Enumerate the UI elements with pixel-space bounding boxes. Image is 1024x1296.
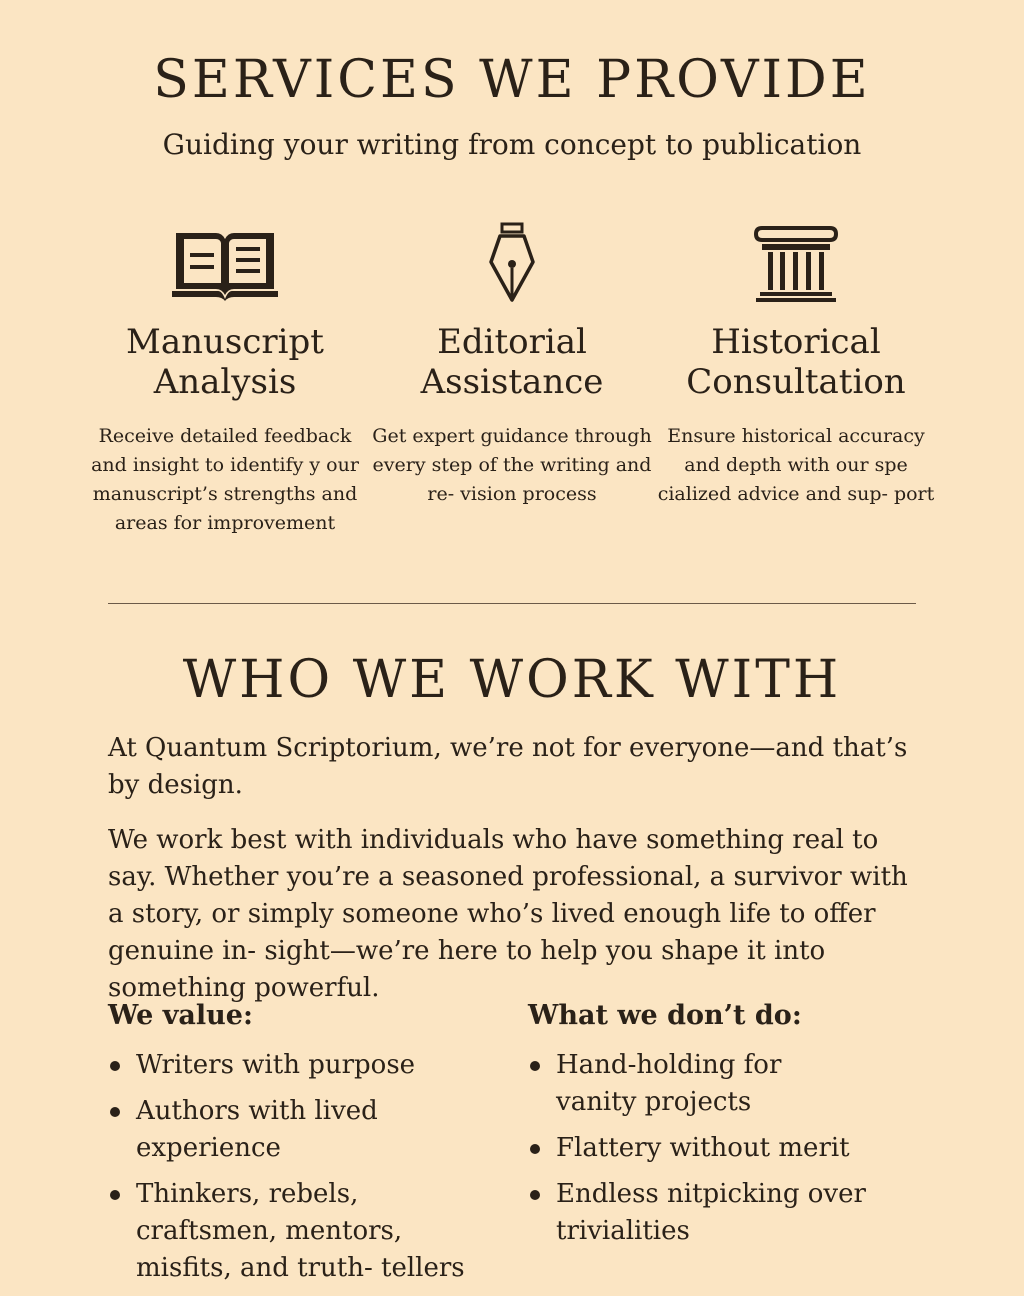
values-column (108, 1000, 513, 1296)
list-item-text: Endless nitpicking over trivialities (556, 1179, 866, 1246)
list-item-text: Flattery without merit (556, 1133, 850, 1163)
list-item (108, 1047, 513, 1084)
bullet-icon (530, 1061, 540, 1071)
section-divider (108, 603, 916, 604)
service-title (80, 322, 370, 402)
services-title: SERVICES WE PROVIDE (153, 50, 871, 110)
bullet-icon (530, 1144, 540, 1154)
service-description: Get expert guidance through every step of the writing and re- vision process (372, 425, 652, 505)
service-historical-consultation (651, 215, 941, 509)
bullet-icon (110, 1190, 120, 1200)
service-description: Ensure historical accuracy and depth with our spe cialized advice and sup- port (657, 425, 935, 505)
list-item-text: Thinkers, rebels, craftsmen, mentors, misfits, and truth- tellers (136, 1179, 465, 1283)
dont-heading: What we don’t do: (528, 1000, 802, 1031)
list-item-text: Writers with purpose (136, 1050, 416, 1080)
bullet-icon (530, 1190, 540, 1200)
service-title-line: Manuscript (126, 322, 324, 362)
service-title-line: Editorial (437, 322, 587, 362)
list-item (108, 1093, 513, 1167)
service-title (367, 322, 657, 402)
bullet-icon (110, 1061, 120, 1071)
intro-paragraph: At Quantum Scriptorium, we’re not for everyone—and that’s by design. (108, 733, 908, 800)
service-title-line: Consultation (686, 362, 906, 402)
list-item (528, 1130, 888, 1167)
list-item (528, 1176, 866, 1250)
open-book-icon (80, 215, 370, 310)
list-item (528, 1047, 866, 1121)
dont-list (528, 1047, 888, 1250)
who-title: WHO WE WORK WITH (182, 650, 842, 710)
list-item (108, 1176, 486, 1287)
service-editorial-assistance (367, 215, 657, 509)
service-description: Receive detailed feedback and insight to identify y our manuscript’s strengths and areas for improvement (91, 425, 359, 534)
description-paragraph: We work best with individuals who have something real to say. Whether you’re a seasoned professional, a survivor with a story, or simply someone who’s lived enough life to offer genuine in- sight—we’re here to help you shape it into something powerful. (108, 825, 908, 1003)
fountain-pen-icon (367, 215, 657, 310)
service-manuscript-analysis (80, 215, 370, 538)
values-list (108, 1047, 513, 1287)
bullet-icon (110, 1107, 120, 1117)
values-heading: We value: (108, 1000, 253, 1031)
service-title-line: Assistance (420, 362, 604, 402)
service-title (651, 322, 941, 402)
column-icon (651, 215, 941, 310)
dont-column (528, 1000, 888, 1259)
service-title-line: Historical (711, 322, 881, 362)
list-item-text: Authors with lived experience (136, 1096, 378, 1163)
services-subtitle: Guiding your writing from concept to publication (162, 128, 862, 161)
list-item-text: Hand-holding for vanity projects (556, 1050, 782, 1117)
service-title-line: Analysis (153, 362, 297, 402)
